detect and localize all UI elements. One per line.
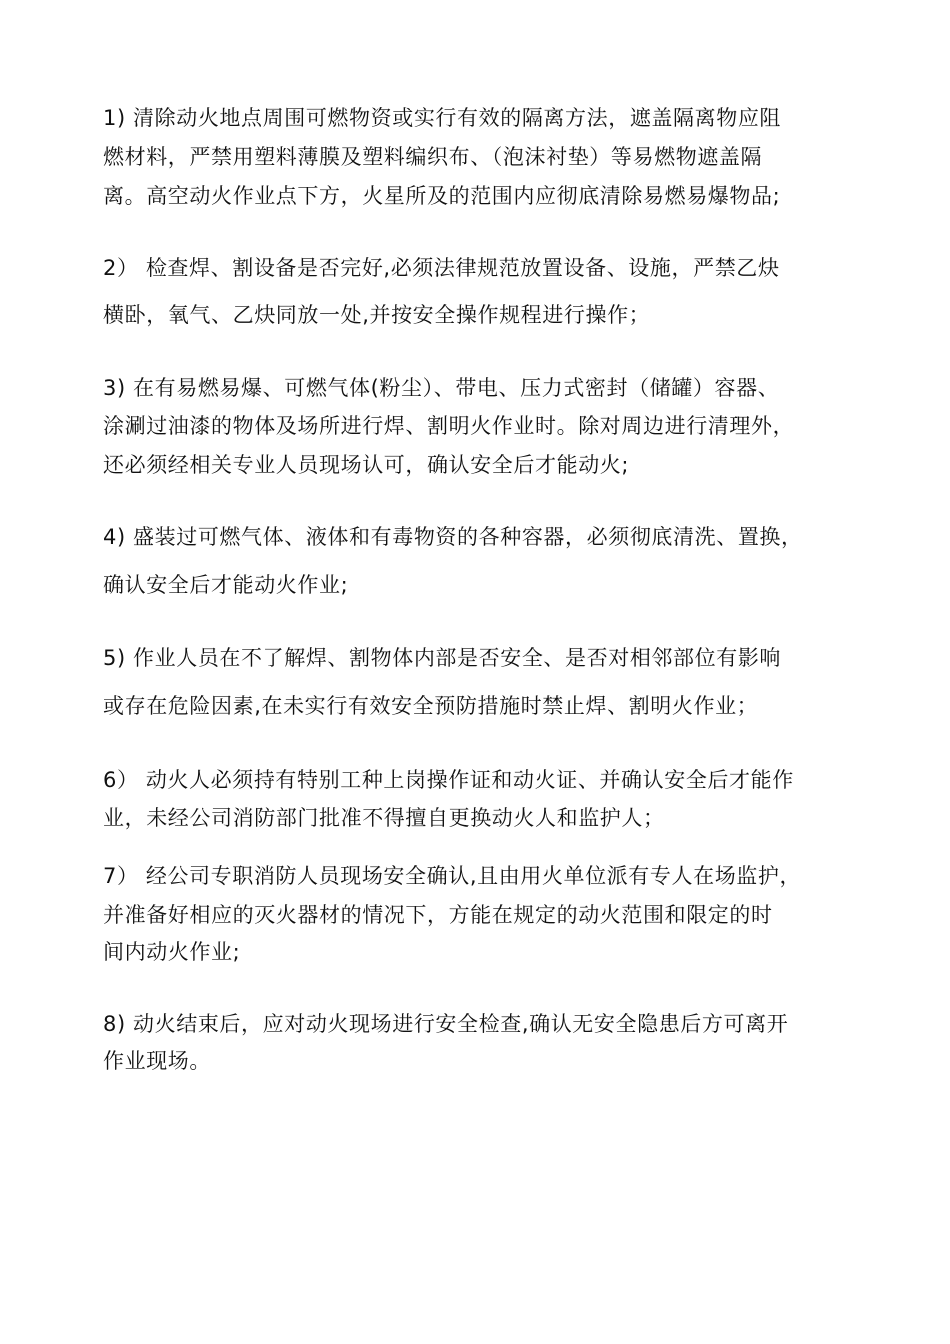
- item-3-line-1: 3) 在有易燃易爆、可燃气体(粉尘）、带电、压力式密封（储罐）容器、: [103, 376, 780, 400]
- item-5-line-2: 或存在危险因素,在未实行有效安全预防措施时禁止焊、割明火作业；: [103, 694, 759, 718]
- item-2-line-2: 横卧，氧气、乙炔同放一处,并按安全操作规程进行操作；: [103, 303, 651, 327]
- item-3-line-3: 还必须经相关专业人员现场认可，确认安全后才能动火;: [103, 453, 630, 477]
- item-1-line-2: 燃材料，严禁用塑料薄膜及塑料编织布、（泡沫衬垫）等易燃物遮盖隔: [103, 145, 763, 169]
- item-8-line-1: 8) 动火结束后，应对动火现场进行安全检查,确认无安全隐患后方可离开: [103, 1012, 789, 1036]
- item-7-line-2: 并准备好相应的灭火器材的情况下，方能在规定的动火范围和限定的时: [103, 903, 773, 927]
- item-7-line-3: 间内动火作业;: [103, 940, 241, 964]
- item-3-line-2: 涂涮过油漆的物体及场所进行焊、割明火作业时。除对周边进行清理外，: [103, 414, 795, 438]
- item-8-line-2: 作业现场。: [103, 1049, 211, 1073]
- item-7-line-1: 7） 经公司专职消防人员现场安全确认,且由用火单位派有专人在场监护，: [103, 864, 802, 888]
- item-4-line-1: 4) 盛装过可燃气体、液体和有毒物资的各种容器，必须彻底清洗、置换，: [103, 525, 803, 549]
- item-5-line-1: 5) 作业人员在不了解焊、割物体内部是否安全、是否对相邻部位有影响: [103, 646, 782, 670]
- item-6-line-2: 业，未经公司消防部门批准不得擅自更换动火人和监护人；: [103, 806, 665, 830]
- item-1-line-1: 1) 清除动火地点周围可燃物资或实行有效的隔离方法，遮盖隔离物应阻: [103, 106, 782, 130]
- item-6-line-1: 6） 动火人必须持有特别工种上岗操作证和动火证、并确认安全后才能作: [103, 768, 794, 792]
- item-4-line-2: 确认安全后才能动火作业;: [103, 573, 349, 597]
- item-1-line-3: 离。高空动火作业点下方，火星所及的范围内应彻底清除易燃易爆物品;: [103, 184, 781, 208]
- item-2-line-1: 2） 检查焊、割设备是否完好,必须法律规范放置设备、设施，严禁乙炔: [103, 256, 780, 280]
